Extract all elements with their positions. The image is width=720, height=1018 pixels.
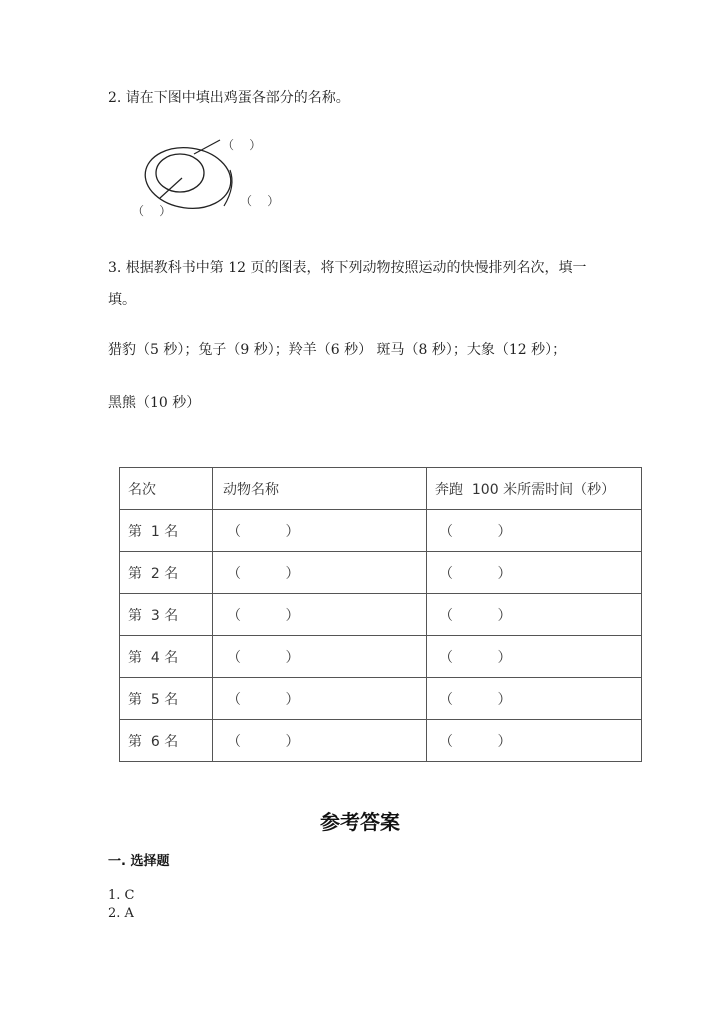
rank-cell: 第 4 名 (120, 636, 213, 678)
header-time: 奔跑 100 米所需时间（秒） (427, 468, 642, 510)
table-row (120, 720, 642, 762)
rank-cell: 第 6 名 (120, 720, 213, 762)
time-blank[interactable]: （ ） (427, 720, 642, 762)
egg-blank-left[interactable]: （ ） (132, 204, 172, 218)
time-blank[interactable]: （ ） (427, 636, 642, 678)
animal-blank[interactable]: （ ） (213, 510, 427, 552)
animal-blank[interactable]: （ ） (213, 594, 427, 636)
animal-blank[interactable]: （ ） (213, 720, 427, 762)
rank-cell: 第 1 名 (120, 510, 213, 552)
table-header-row (120, 468, 642, 510)
animal-list-line2: 黑熊（10 秒） (108, 395, 201, 411)
pointer-line-left (160, 178, 182, 198)
answer-item: 2. A (108, 906, 134, 921)
egg-blank-right[interactable]: （ ） (240, 194, 280, 208)
time-blank[interactable]: （ ） (427, 510, 642, 552)
header-animal-name: 动物名称 (213, 468, 427, 510)
question-2-title: 2. 请在下图中填出鸡蛋各部分的名称。 (108, 90, 350, 106)
time-blank[interactable]: （ ） (427, 552, 642, 594)
animal-blank[interactable]: （ ） (213, 636, 427, 678)
rank-cell: 第 5 名 (120, 678, 213, 720)
ranking-table (119, 467, 642, 762)
animal-blank[interactable]: （ ） (213, 678, 427, 720)
question-3-line1: 3. 根据教科书中第 12 页的图表，将下列动物按照运动的快慢排列名次，填一 (108, 260, 587, 276)
egg-yolk-outline (156, 154, 204, 192)
time-blank[interactable]: （ ） (427, 594, 642, 636)
rank-cell: 第 2 名 (120, 552, 213, 594)
header-rank: 名次 (120, 468, 213, 510)
table-row (120, 510, 642, 552)
table-row (120, 678, 642, 720)
section-heading: 一. 选择题 (108, 854, 170, 869)
animal-list-line1: 猎豹（5 秒）；兔子（9 秒）；羚羊（6 秒） 斑马（8 秒）；大象（12 秒）； (108, 342, 567, 358)
egg-blank-top[interactable]: （ ） (222, 138, 262, 152)
animal-blank[interactable]: （ ） (213, 552, 427, 594)
answer-item: 1. C (108, 888, 135, 903)
table-row (120, 594, 642, 636)
rank-cell: 第 3 名 (120, 594, 213, 636)
time-blank[interactable]: （ ） (427, 678, 642, 720)
table-row (120, 552, 642, 594)
answer-key-title: 参考答案 (320, 810, 400, 834)
table-row (120, 636, 642, 678)
question-3-line2: 填。 (108, 292, 136, 308)
